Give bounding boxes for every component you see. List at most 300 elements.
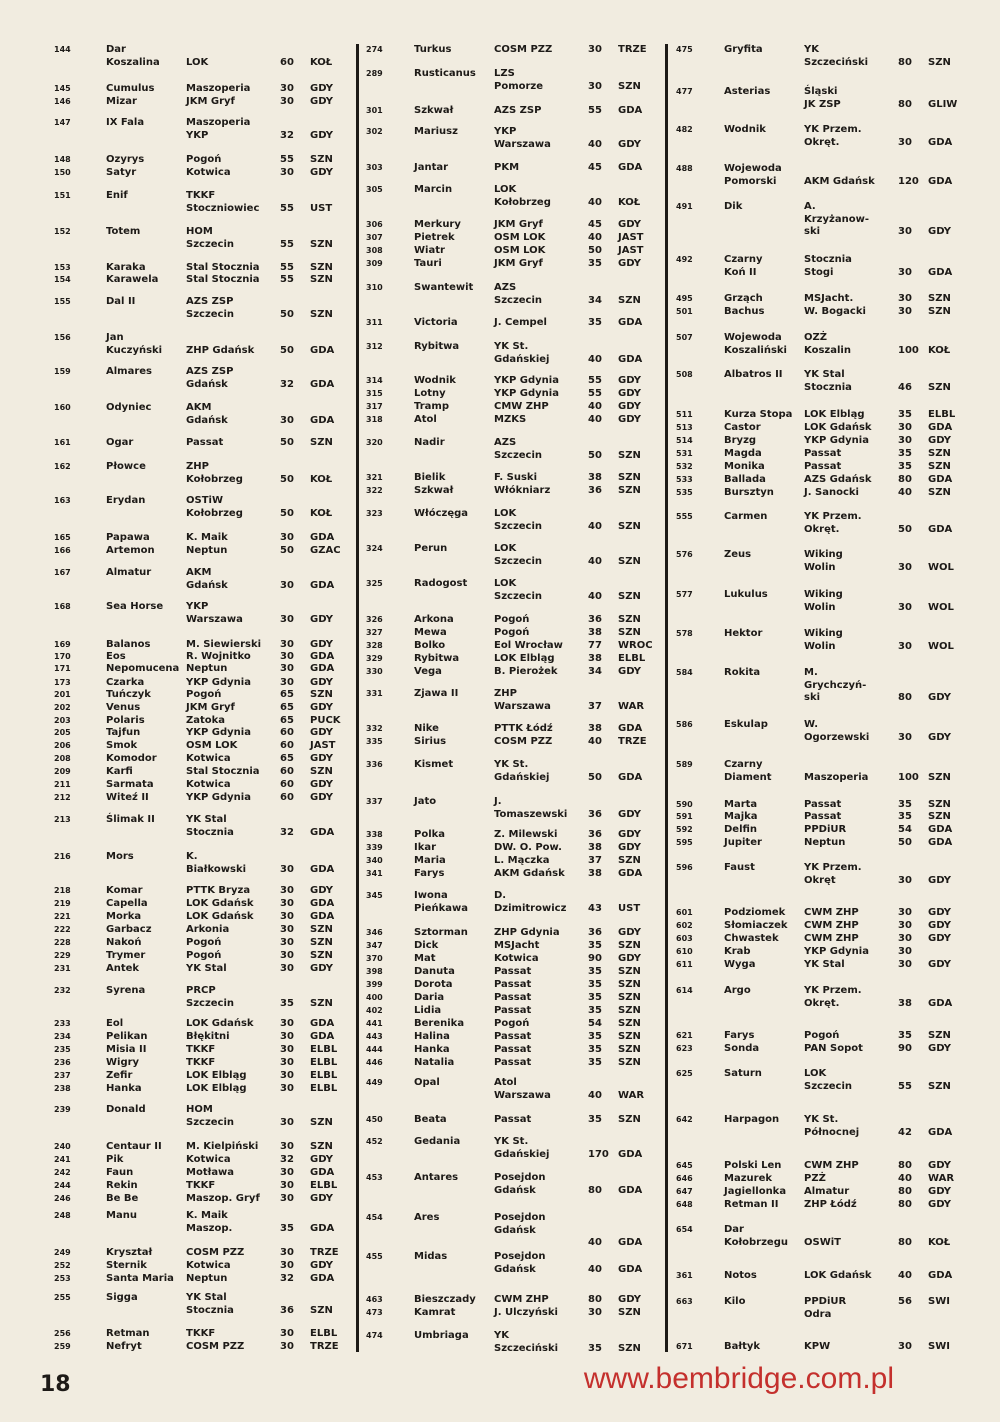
yacht-name: Tauri: [414, 258, 442, 269]
yacht-number: 240: [54, 1142, 71, 1151]
yacht-club: Passat: [494, 1114, 532, 1125]
yacht-number: 159: [54, 367, 71, 376]
yacht-name: Dar Koszalina: [106, 44, 160, 68]
yacht-name: Midas: [414, 1251, 448, 1262]
yacht-number: 645: [676, 1161, 693, 1170]
yacht-name: Saturn: [724, 1068, 762, 1079]
yacht-club: W. Ogorzewski: [804, 719, 870, 743]
home-port: GDA: [310, 898, 335, 909]
yacht-length: 40: [898, 1270, 912, 1281]
yacht-name: Płowce: [106, 461, 146, 472]
yacht-number: 584: [676, 668, 693, 677]
yacht-number: 507: [676, 333, 693, 342]
yacht-club: J. Sanocki: [804, 487, 859, 498]
yacht-length: 30: [280, 1018, 294, 1029]
home-port: ELBL: [310, 1057, 338, 1068]
yacht-name: Bryzg: [724, 435, 757, 446]
home-port: SZN: [618, 966, 641, 977]
yacht-length: 50: [898, 523, 912, 535]
yacht-name: Nike: [414, 723, 439, 734]
yacht-name: Rokita: [724, 667, 761, 678]
yacht-name: Witeź II: [106, 792, 149, 803]
yacht-name: Morka: [106, 911, 142, 922]
yacht-number: 218: [54, 886, 71, 895]
home-port: SZN: [618, 449, 641, 461]
yacht-length: 80: [588, 1294, 602, 1305]
yacht-length: 30: [280, 532, 294, 543]
yacht-number: 514: [676, 436, 693, 445]
home-port: GDY: [618, 219, 642, 230]
yacht-number: 611: [676, 960, 693, 969]
yacht-length: 30: [280, 639, 294, 650]
yacht-number: 222: [54, 925, 71, 934]
yacht-number: 443: [366, 1032, 383, 1041]
home-port: GDY: [310, 1154, 334, 1165]
yacht-length: 30: [280, 414, 294, 426]
home-port: SZN: [928, 56, 951, 68]
yacht-club: LOK Szczecin: [494, 543, 543, 567]
yacht-name: Atol: [414, 414, 437, 425]
yacht-club: YK Przem. Okręt.: [804, 985, 862, 1009]
yacht-length: 55: [898, 1080, 912, 1092]
home-port: GDY: [618, 401, 642, 412]
yacht-length: 35: [588, 979, 602, 990]
yacht-name: Cumulus: [106, 83, 155, 94]
yacht-name: Wojewoda Pomorski: [724, 163, 782, 187]
yacht-name: Szkwał: [414, 485, 454, 496]
yacht-length: 100: [898, 771, 919, 783]
yacht-number: 208: [54, 754, 71, 763]
home-port: TRZE: [618, 44, 647, 55]
yacht-club: A. Krzyżanow- ski: [804, 201, 869, 237]
yacht-club: HOM Szczecin: [186, 226, 235, 250]
yacht-length: 32: [280, 1154, 294, 1165]
yacht-number: 312: [366, 342, 383, 351]
yacht-name: Jupiter: [724, 837, 762, 848]
yacht-club: AZS ZSP: [494, 105, 542, 116]
yacht-club: Passat: [494, 1031, 532, 1042]
home-port: TRZE: [618, 736, 647, 747]
yacht-number: 151: [54, 191, 71, 200]
yacht-number: 234: [54, 1032, 71, 1041]
yacht-number: 602: [676, 921, 693, 930]
yacht-length: 38: [588, 653, 602, 664]
yacht-name: Majka: [724, 811, 758, 822]
home-port: GDY: [618, 842, 642, 853]
yacht-number: 315: [366, 389, 383, 398]
yacht-number: 329: [366, 654, 383, 663]
yacht-club: YK St. Gdańskiej: [494, 1136, 550, 1160]
home-port: KOŁ: [928, 344, 951, 356]
yacht-number: 399: [366, 980, 383, 989]
yacht-club: Passat: [494, 992, 532, 1003]
yacht-length: 40: [588, 1263, 602, 1275]
yacht-name: Bursztyn: [724, 487, 774, 498]
yacht-club: K. Maik: [186, 532, 228, 543]
yacht-number: 231: [54, 964, 71, 973]
yacht-club: OSWiT: [804, 1236, 841, 1248]
home-port: SZN: [618, 1114, 641, 1125]
yacht-club: COSM PZZ: [186, 1341, 245, 1352]
yacht-name: Rusticanus: [414, 68, 476, 79]
yacht-length: 30: [280, 96, 294, 107]
yacht-club: YK Przem. Okręt: [804, 862, 862, 886]
home-port: GDA: [618, 1148, 643, 1160]
yacht-number: 595: [676, 838, 693, 847]
home-port: GDA: [928, 422, 953, 433]
yacht-number: 246: [54, 1194, 71, 1203]
yacht-length: 80: [898, 1199, 912, 1210]
home-port: SZN: [928, 461, 951, 472]
yacht-number: 400: [366, 993, 383, 1002]
yacht-club: Stal Stocznia: [186, 262, 260, 273]
yacht-length: 60: [280, 779, 294, 790]
yacht-club: Kotwica: [494, 953, 539, 964]
home-port: SZN: [618, 1018, 641, 1029]
yacht-length: 38: [588, 842, 602, 853]
yacht-name: Balanos: [106, 639, 151, 650]
home-port: WAR: [928, 1173, 955, 1184]
yacht-club: Z. Milewski: [494, 829, 558, 840]
yacht-length: 60: [280, 740, 294, 751]
yacht-club: LOK Szczecin: [494, 508, 543, 532]
home-port: GDY: [928, 1043, 952, 1054]
yacht-number: 325: [366, 579, 383, 588]
home-port: SZN: [310, 937, 333, 948]
yacht-club: LOK Szczecin: [494, 578, 543, 602]
yacht-length: 80: [898, 1236, 912, 1248]
home-port: SZN: [618, 555, 641, 567]
yacht-length: 50: [588, 771, 602, 783]
yacht-name: Notos: [724, 1270, 757, 1281]
home-port: SZN: [310, 997, 333, 1009]
yacht-club: J. Tomaszewski: [494, 796, 568, 820]
yacht-length: 30: [280, 1070, 294, 1081]
yacht-number: 259: [54, 1342, 71, 1351]
yacht-length: 50: [280, 507, 294, 519]
yacht-name: Sigga: [106, 1292, 138, 1303]
yacht-number: 614: [676, 986, 693, 995]
yacht-club: D. Dzimitrowicz: [494, 890, 567, 914]
home-port: GDY: [928, 692, 952, 703]
yacht-name: Venus: [106, 702, 141, 713]
yacht-length: 32: [280, 826, 294, 838]
yacht-length: 40: [898, 487, 912, 498]
yacht-length: 40: [588, 736, 602, 747]
yacht-length: 30: [280, 1180, 294, 1191]
yacht-length: 35: [588, 966, 602, 977]
yacht-club: HOM Szczecin: [186, 1104, 235, 1128]
yacht-length: 30: [898, 306, 912, 317]
yacht-length: 100: [898, 344, 919, 356]
yacht-length: 35: [588, 1044, 602, 1055]
yacht-club: LOK Elbląg: [804, 409, 865, 420]
yacht-name: Krab: [724, 946, 751, 957]
yacht-club: K. Maik Maszop.: [186, 1210, 233, 1234]
home-port: GDA: [310, 378, 335, 390]
yacht-length: 30: [280, 651, 294, 662]
yacht-club: M. Siewierski: [186, 639, 262, 650]
yacht-number: 341: [366, 869, 383, 878]
yacht-club: R. Wojnitko: [186, 651, 251, 662]
yacht-club: Neptun: [186, 545, 228, 556]
yacht-club: Zatoka: [186, 715, 226, 726]
yacht-club: Pogoń: [494, 614, 530, 625]
yacht-number: 491: [676, 202, 693, 211]
yacht-name: Mat: [414, 953, 436, 964]
yacht-name: Carmen: [724, 511, 768, 522]
yacht-name: Grząch: [724, 293, 763, 304]
yacht-length: 30: [280, 1193, 294, 1204]
yacht-number: 327: [366, 628, 383, 637]
yacht-name: Bielik: [414, 472, 446, 483]
home-port: GDA: [310, 651, 335, 662]
yacht-name: Dal II: [106, 296, 136, 307]
yacht-name: Włóczęga: [414, 508, 469, 519]
yacht-length: 30: [280, 950, 294, 961]
yacht-number: 663: [676, 1297, 693, 1306]
yacht-name: Santa Maria: [106, 1273, 174, 1284]
home-port: SZN: [618, 627, 641, 638]
yacht-number: 237: [54, 1071, 71, 1080]
yacht-name: Dar Kołobrzegu: [724, 1224, 788, 1248]
yacht-length: 30: [280, 1247, 294, 1258]
yacht-length: 30: [898, 226, 912, 237]
home-port: GDA: [618, 723, 643, 734]
yacht-name: Merkury: [414, 219, 461, 230]
yacht-club: ZHP Kołobrzeg: [186, 461, 243, 485]
yacht-name: Wigry: [106, 1057, 140, 1068]
home-port: GDA: [618, 162, 643, 173]
yacht-name: Perun: [414, 543, 448, 554]
home-port: GDA: [310, 579, 335, 591]
yacht-name: Tuńczyk: [106, 689, 151, 700]
yacht-name: Wyga: [724, 959, 756, 970]
yacht-number: 152: [54, 227, 71, 236]
yacht-club: Błękitni: [186, 1031, 230, 1042]
yacht-number: 444: [366, 1045, 383, 1054]
yacht-club: Pogoń: [186, 689, 222, 700]
home-port: GDA: [928, 136, 953, 148]
home-port: ELBL: [310, 1070, 338, 1081]
yacht-number: 147: [54, 118, 71, 127]
yacht-length: 120: [898, 175, 919, 187]
yacht-length: 35: [588, 258, 602, 269]
yacht-number: 249: [54, 1248, 71, 1257]
yacht-length: 30: [898, 293, 912, 304]
home-port: GDA: [928, 824, 953, 835]
yacht-number: 330: [366, 667, 383, 676]
home-port: JAST: [618, 232, 644, 243]
yacht-club: CWM ZHP: [804, 907, 859, 918]
yacht-club: YK St. Gdańskiej: [494, 341, 550, 365]
yacht-club: Stocznia Stogi: [804, 254, 852, 278]
yacht-number: 211: [54, 780, 71, 789]
yacht-name: Argo: [724, 985, 751, 996]
yacht-length: 35: [588, 992, 602, 1003]
yacht-name: Syrena: [106, 985, 146, 996]
yacht-length: 40: [588, 414, 602, 425]
yacht-length: 30: [280, 1167, 294, 1178]
home-port: GDA: [618, 1237, 643, 1248]
yacht-name: Erydan: [106, 495, 146, 506]
yacht-length: 30: [898, 731, 912, 743]
yacht-name: Asterias: [724, 86, 771, 97]
yacht-length: 30: [280, 1328, 294, 1339]
yacht-length: 38: [588, 868, 602, 879]
yacht-name: Jantar: [414, 162, 449, 173]
yacht-number: 228: [54, 938, 71, 947]
yacht-number: 671: [676, 1342, 693, 1351]
yacht-length: 40: [588, 401, 602, 412]
yacht-number: 248: [54, 1211, 71, 1220]
yacht-number: 205: [54, 728, 71, 737]
yacht-length: 37: [588, 700, 602, 712]
yacht-name: Magda: [724, 448, 762, 459]
yacht-club: PPDiUR: [804, 824, 847, 835]
yacht-length: 30: [898, 1341, 912, 1352]
yacht-name: Sirius: [414, 736, 447, 747]
home-port: SZN: [310, 437, 333, 448]
yacht-number: 339: [366, 843, 383, 852]
yacht-length: 55: [280, 154, 294, 165]
yacht-club: KPW: [804, 1341, 831, 1352]
yacht-name: Victoria: [414, 317, 458, 328]
yacht-number: 320: [366, 438, 383, 447]
home-port: SZN: [618, 1031, 641, 1042]
yacht-length: 35: [280, 997, 294, 1009]
yacht-club: YKP Gdynia: [186, 792, 251, 803]
yacht-name: Karfi: [106, 766, 133, 777]
home-port: GDY: [310, 83, 334, 94]
yacht-name: Beata: [414, 1114, 447, 1125]
yacht-length: 55: [588, 105, 602, 116]
home-port: ELBL: [310, 1044, 338, 1055]
home-port: WOL: [928, 601, 954, 613]
home-port: ELBL: [618, 653, 646, 664]
home-port: GDA: [310, 1273, 335, 1284]
yacht-name: Eol: [106, 1018, 124, 1029]
yacht-number: 361: [676, 1271, 693, 1280]
yacht-name: Daria: [414, 992, 445, 1003]
yacht-number: 242: [54, 1168, 71, 1177]
yacht-club: Kotwica: [186, 1154, 231, 1165]
yacht-length: 170: [588, 1148, 609, 1160]
yacht-name: Bałtyk: [724, 1341, 761, 1352]
home-port: WAR: [618, 1089, 645, 1101]
yacht-club: YKP Gdynia: [804, 435, 869, 446]
yacht-number: 338: [366, 830, 383, 839]
home-port: WAR: [618, 700, 645, 712]
home-port: SZN: [618, 590, 641, 602]
yacht-club: YK Stal Stocznia: [186, 1292, 234, 1316]
home-port: ELBL: [310, 1180, 338, 1191]
yacht-number: 229: [54, 951, 71, 960]
yacht-name: Umbriaga: [414, 1330, 469, 1341]
yacht-club: Maszoperia: [186, 83, 251, 94]
yacht-name: Tramp: [414, 401, 449, 412]
yacht-number: 173: [54, 678, 71, 687]
yacht-name: Ogar: [106, 437, 134, 448]
yacht-length: 30: [898, 920, 912, 931]
yacht-name: Maria: [414, 855, 446, 866]
yacht-club: PRCP Szczecin: [186, 985, 235, 1009]
yacht-number: 301: [366, 106, 383, 115]
yacht-club: TKKF: [186, 1044, 216, 1055]
yacht-name: Danuta: [414, 966, 455, 977]
yacht-number: 203: [54, 716, 71, 725]
yacht-length: 30: [280, 83, 294, 94]
yacht-name: Natalia: [414, 1057, 455, 1068]
yacht-number: 495: [676, 294, 693, 303]
yacht-length: 30: [280, 167, 294, 178]
yacht-length: 30: [898, 640, 912, 652]
yacht-length: 30: [280, 1260, 294, 1271]
yacht-club: Pogoń: [494, 627, 530, 638]
yacht-name: Retman II: [724, 1199, 779, 1210]
home-port: GDY: [928, 959, 952, 970]
yacht-number: 654: [676, 1225, 693, 1234]
yacht-length: 30: [280, 613, 294, 625]
home-port: GDA: [310, 826, 335, 838]
yacht-name: Trymer: [106, 950, 146, 961]
yacht-name: Garbacz: [106, 924, 152, 935]
yacht-number: 238: [54, 1084, 71, 1093]
yacht-number: 212: [54, 793, 71, 802]
home-port: SZN: [310, 924, 333, 935]
home-port: KOŁ: [310, 507, 333, 519]
yacht-club: J. Ulczyński: [494, 1307, 558, 1318]
yacht-club: Eol Wrocław: [494, 640, 563, 651]
yacht-club: LOK Gdańsk: [804, 422, 872, 433]
yacht-length: 30: [280, 1116, 294, 1128]
yacht-name: Monika: [724, 461, 765, 472]
yacht-number: 153: [54, 263, 71, 272]
home-port: GDY: [310, 779, 334, 790]
yacht-club: COSM PZZ: [494, 44, 553, 55]
home-port: SWI: [928, 1296, 950, 1307]
yacht-club: AKM Gdańsk: [186, 402, 228, 426]
yacht-length: 35: [898, 1030, 912, 1041]
yacht-length: 35: [588, 1342, 602, 1354]
yacht-number: 322: [366, 486, 383, 495]
yacht-club: LOK Gdańsk: [186, 898, 254, 909]
yacht-number: 150: [54, 168, 71, 177]
yacht-length: 35: [588, 1114, 602, 1125]
yacht-length: 35: [280, 1222, 294, 1234]
yacht-club: JKM Gryf: [494, 258, 543, 269]
yacht-club: Kotwica: [186, 779, 231, 790]
yacht-length: 35: [588, 1031, 602, 1042]
yacht-name: Dorota: [414, 979, 453, 990]
yacht-club: Wiking Wolin: [804, 589, 843, 613]
yacht-length: 30: [898, 874, 912, 886]
yacht-length: 90: [898, 1043, 912, 1054]
home-port: GDY: [928, 1186, 952, 1197]
yacht-club: MSJacht.: [804, 293, 854, 304]
home-port: GDY: [310, 639, 334, 650]
yacht-number: 345: [366, 891, 383, 900]
yacht-club: Posejdon Gdańsk: [494, 1251, 546, 1275]
yacht-length: 40: [588, 353, 602, 365]
yacht-length: 35: [588, 1057, 602, 1068]
home-port: SZN: [618, 855, 641, 866]
home-port: GDA: [310, 863, 335, 875]
yacht-club: AKM Gdańsk: [804, 175, 875, 187]
yacht-number: 206: [54, 741, 71, 750]
yacht-name: Eos: [106, 651, 126, 662]
yacht-number: 531: [676, 449, 693, 458]
